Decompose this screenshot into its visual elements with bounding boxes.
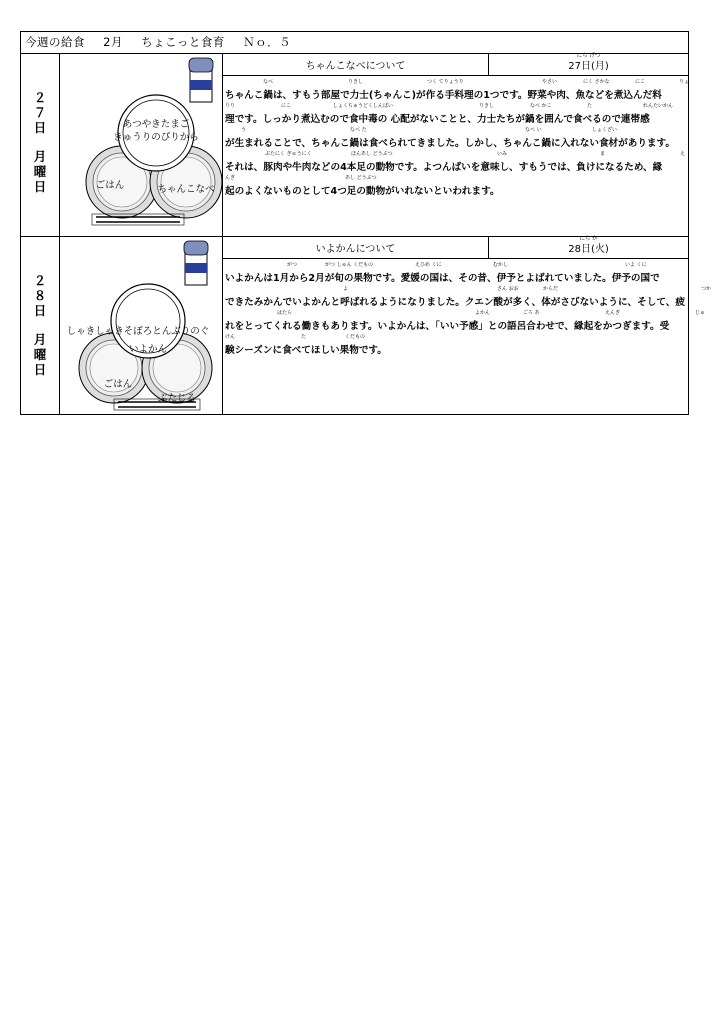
body-line: がつ がつ しゅん くだもの えひめ くに むかし いよ くに いよかんは1月から2月が旬の果物です。愛媛の国は、その昔、伊予とよばれていました。伊予の国で <box>225 262 660 284</box>
date-char: ７ <box>33 105 47 120</box>
text-column <box>223 54 688 236</box>
date-char: ２ <box>33 273 47 288</box>
body-line: よ さん おお からだ つか できたみかんでいよかんと呼ばれるようになりました。クエン酸が多く、体がさびないように、そして、疲 <box>225 286 712 308</box>
topic-body <box>225 79 690 199</box>
menu-sheet <box>20 31 712 415</box>
dish-label-main: ぶたじる <box>157 393 197 404</box>
chopsticks <box>92 214 184 225</box>
body-line: なべ りきし つく てりょうり やさい にく さかな にこ りょ ちゃんこ鍋は、すもう部屋で力士(ちゃんこ)が作る手料理の1つです。野菜や肉、魚などを煮込んだ料 <box>225 79 690 101</box>
title-series: ちょこっと食育 <box>141 35 225 49</box>
topic-date <box>489 54 688 75</box>
weekday-char: 曜 <box>33 347 47 362</box>
date-char: 日 <box>33 303 47 318</box>
milk-bottle-icon <box>184 241 208 285</box>
weekday-char: 月 <box>33 149 47 164</box>
text-column <box>223 236 712 414</box>
body-line: けん た くだもの 験シーズンに食べてほしい果物です。 <box>225 334 387 356</box>
body-line: ぶたにく ぎゅうにく ほんあし どうぶつ いみ ま え それは、豚肉や牛肉などの4本足の動物です。よつんばいを意味し、すもうでは、負けになるため、縁 <box>225 151 686 173</box>
date-char: 日 <box>33 120 47 135</box>
day-row-27 <box>21 54 688 237</box>
dish-label-top-1: あつやきたまご <box>122 119 190 130</box>
dish-label-top-2: いよかん <box>128 344 168 355</box>
date-char: ２ <box>33 90 47 105</box>
topic-title: ちゃんこなべについて <box>223 54 489 75</box>
title-month: 2月 <box>103 35 123 49</box>
weekday-char: 日 <box>33 362 47 377</box>
topic-date <box>489 237 688 258</box>
weekday-char: 曜 <box>33 164 47 179</box>
date-column <box>21 54 60 236</box>
milk-bottle-icon <box>189 58 213 102</box>
body-line: う なべ た なべ い しょくざい が生まれることで、ちゃんこ鍋は食べられてきました。しかし、ちゃんこ鍋に入れない食材があります。 <box>225 127 675 149</box>
tray-drawing <box>60 237 222 414</box>
day-row-28 <box>21 236 712 414</box>
dish-label-rice: ごはん <box>95 180 125 191</box>
body-line: はたら よかん ごろ あ えんぎ じゅ れをとってくれる働きもあります。いよかんは、「いい予感」との語呂合わせで、縁起をかつぎます。受 <box>225 310 706 332</box>
weekday-char: 日 <box>33 179 47 194</box>
menu-illustration <box>60 54 223 236</box>
menu-illustration <box>60 237 223 414</box>
dish-label-top-2: きゅうりのぴりから <box>113 132 199 143</box>
title-number: Ｎｏ．５ <box>243 35 292 49</box>
topic-header <box>223 54 688 76</box>
body-line: んぎ あし どうぶつ 起のよくないものとして4つ足の動物がいれないといわれます。 <box>225 175 500 197</box>
topic-body <box>225 262 712 358</box>
dish-label-rice: ごはん <box>103 379 133 390</box>
title-text: 今週の給食 <box>25 35 85 49</box>
body-line: りり にこ しょくちゅうどくしんぱい りきし なべ かこ た れんたいかん 理です。しっかり煮込むので食中毒の 心配がないことと、力士たちが鍋を囲んで食べるので連帯感 <box>225 103 674 125</box>
date-furigana: にち げつ <box>576 53 601 59</box>
topic-title: いよかんについて <box>223 237 489 258</box>
tray-drawing <box>60 54 222 237</box>
topic-header <box>223 237 688 259</box>
sheet-title <box>21 32 688 54</box>
date-label: 27日(月) <box>568 61 609 72</box>
dish-label-top-1: しゃきしゃきそぼろとんぶりのぐ <box>66 326 210 337</box>
dish-label-main: ちゃんこなべ <box>157 184 215 195</box>
weekday-char: 月 <box>33 332 47 347</box>
date-label: 28日(火) <box>568 244 609 255</box>
date-furigana: にち か <box>579 236 598 242</box>
date-column <box>21 237 60 414</box>
date-char: ８ <box>33 288 47 303</box>
